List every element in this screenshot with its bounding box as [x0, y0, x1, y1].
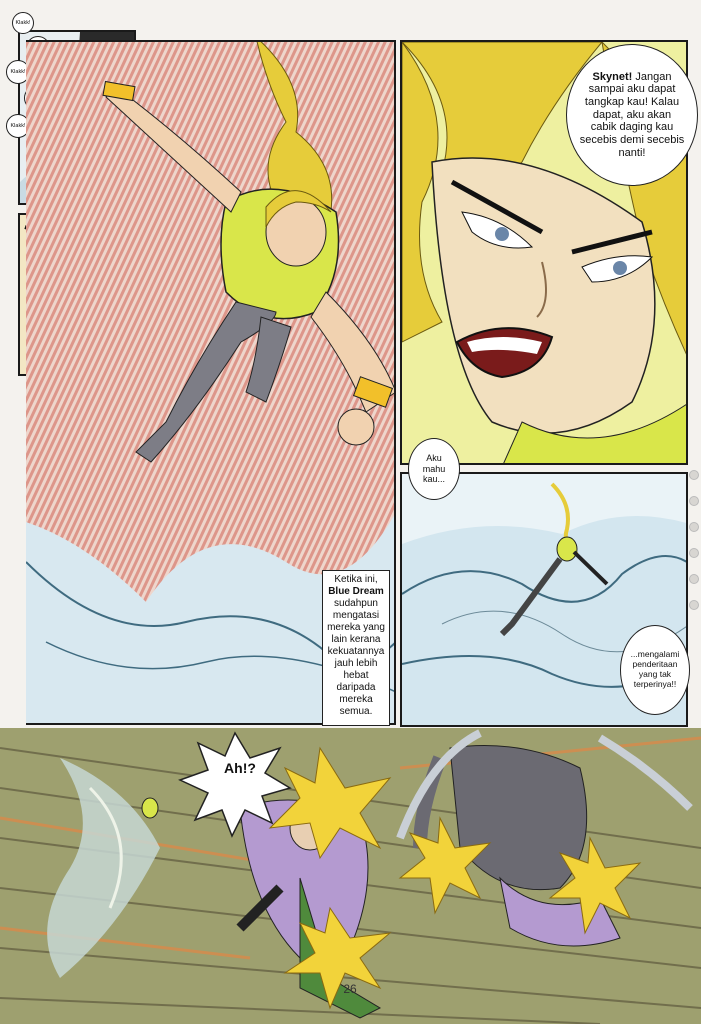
leap-caption: Ketika ini, Blue Dream sudahpun mengatasi mereka yang lain kerana kekuatannya jauh lebih hebat daripada mereka semua.	[322, 570, 390, 726]
binder-hole	[689, 600, 699, 610]
ah-sfx: Ah!?	[224, 760, 256, 776]
klak-bubble-5: Klakk!	[6, 114, 30, 138]
binder-hole	[689, 470, 699, 480]
face-speech-bubble: Skynet! Jangan sampai aku dapat tangkap kau! Kalau dapat, aku akan cabik daging kau secebis demi secebis nanti!	[566, 44, 698, 186]
klak-bubble-1: Klakk!	[12, 12, 34, 34]
battle-art	[0, 728, 701, 1024]
page-number: 26	[343, 982, 357, 996]
panel-battle	[0, 728, 701, 1024]
wave-speech-bubble-1: Aku mahu kau...	[408, 438, 460, 500]
binder-hole	[689, 548, 699, 558]
klak-bubble-3: Klakk!	[6, 60, 30, 84]
binder-hole	[689, 496, 699, 506]
wave-speech-bubble-2: ...mengalami penderitaan yang tak terperinya!!	[620, 625, 690, 715]
binder-hole	[689, 574, 699, 584]
binder-hole	[689, 522, 699, 532]
